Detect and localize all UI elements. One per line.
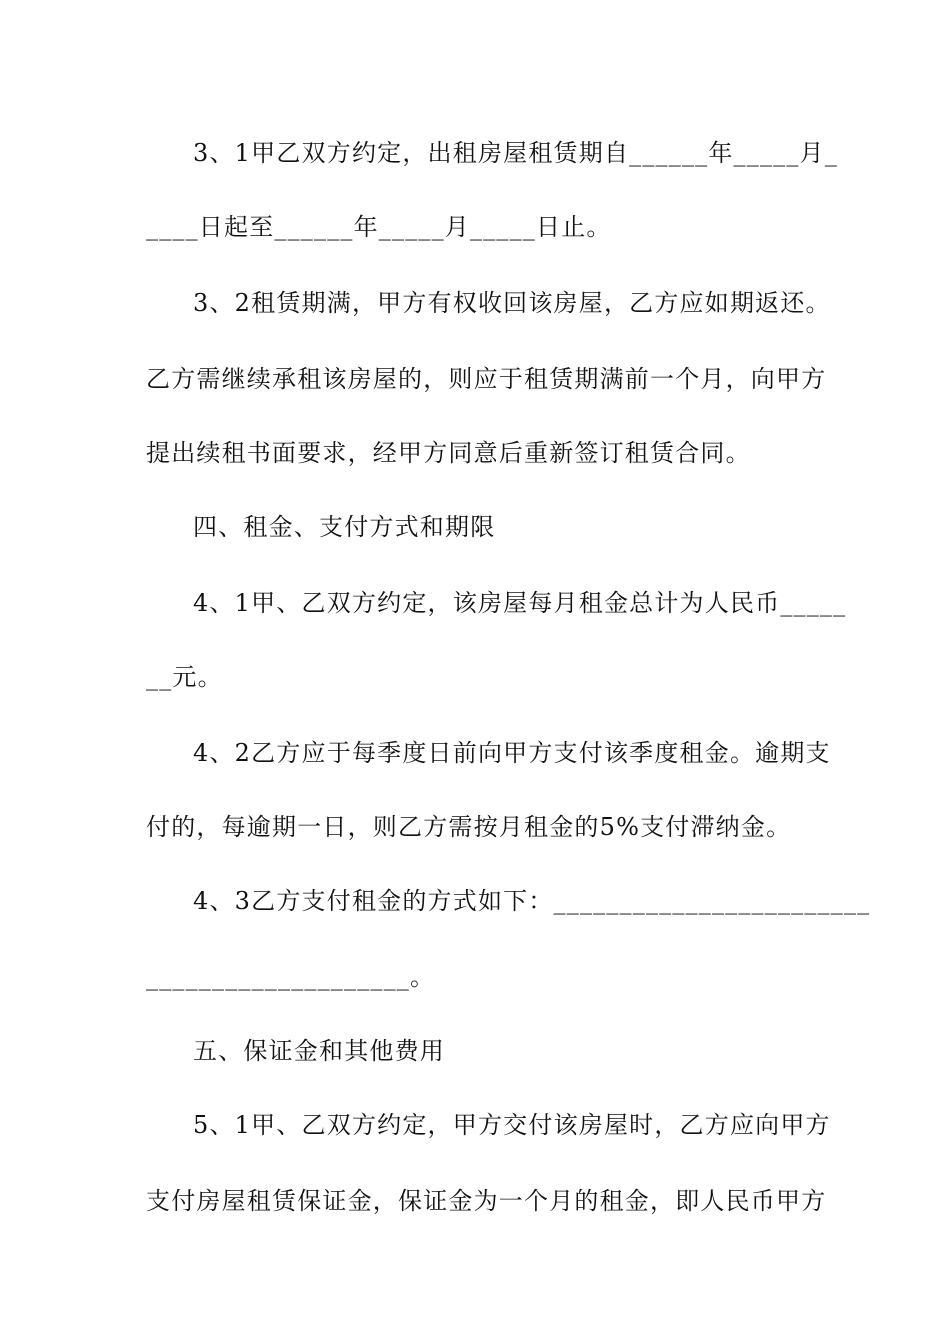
paragraph-4-1-line-2: __元。 <box>146 663 223 691</box>
paragraph-4-1-line-1: 4、1甲、乙双方约定，该房屋每月租金总计为人民币_____ <box>193 589 847 617</box>
section-heading-deposit-fees: 五、保证金和其他费用 <box>193 1037 445 1065</box>
paragraph-3-1-line-1: 3、1甲乙双方约定，出租房屋租赁期自______年_____月_ <box>193 139 838 167</box>
section-heading-rent-payment: 四、租金、支付方式和期限 <box>193 513 496 541</box>
paragraph-5-1-line-2: 支付房屋租赁保证金，保证金为一个月的租金，即人民币甲方 <box>146 1187 827 1215</box>
paragraph-5-1-line-1: 5、1甲、乙双方约定，甲方交付该房屋时，乙方应向甲方 <box>193 1111 831 1139</box>
paragraph-4-3-line-2: ____________________。 <box>146 963 436 991</box>
paragraph-4-2-line-1: 4、2乙方应于每季度日前向甲方支付该季度租金。逾期支 <box>193 739 831 767</box>
paragraph-3-1-line-2: ____日起至______年_____月_____日止。 <box>146 213 612 241</box>
paragraph-3-2-line-3: 提出续租书面要求，经甲方同意后重新签订租赁合同。 <box>146 439 751 467</box>
paragraph-3-2-line-1: 3、2租赁期满，甲方有权收回该房屋，乙方应如期返还。 <box>193 289 831 317</box>
paragraph-4-2-line-2: 付的，每逾期一日，则乙方需按月租金的5%支付滞纳金。 <box>146 813 792 841</box>
paragraph-4-3-line-1: 4、3乙方支付租金的方式如下：________________________ <box>193 887 871 915</box>
paragraph-3-2-line-2: 乙方需继续承租该房屋的，则应于租赁期满前一个月，向甲方 <box>146 365 827 393</box>
